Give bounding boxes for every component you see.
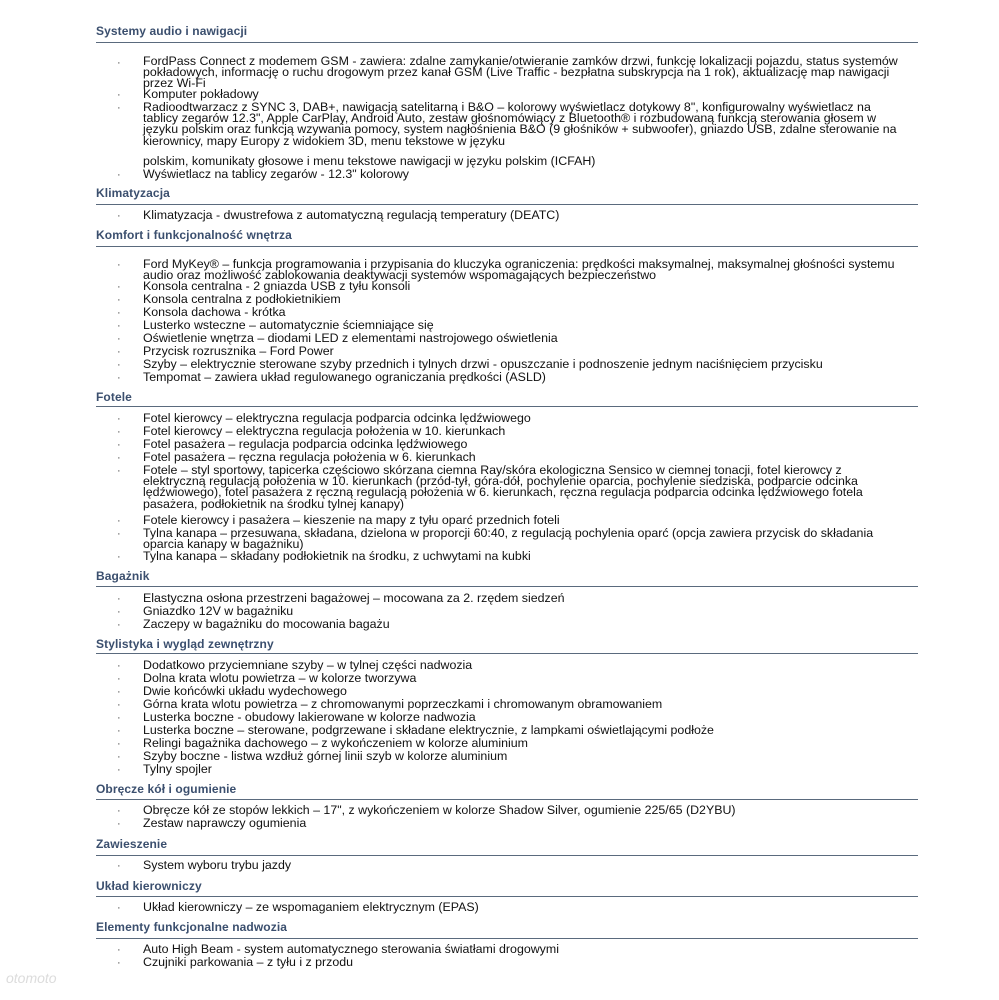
bullet: · bbox=[117, 619, 121, 631]
list-item: Górna krata wlotu powietrza – z chromowanymi poprzeczkami i chromowanym obramowaniem bbox=[143, 697, 663, 711]
section-heading: Zawieszenie bbox=[96, 837, 168, 851]
list-item: Fotele kierowcy i pasażera – kieszenie na mapy z tyłu oparć przednich foteli bbox=[143, 513, 560, 527]
bullet: · bbox=[117, 528, 121, 540]
list-item: Konsola centralna z podłokietnikiem bbox=[143, 292, 341, 306]
section-heading: Komfort i funkcjonalność wnętrza bbox=[96, 228, 292, 242]
list-item: FordPass Connect z modemem GSM - zawiera: zdalne zamykanie/otwieranie zamków drzwi, funkcję lokalizacji pojazdu, status systemów pokładowych, informację o ruchu drogowym przez kanał GSM (Live Traffic - bezpłatna subskrypcja na 1 rok), aktualizację map nawigacji przez Wi-Fi bbox=[143, 54, 898, 91]
list-item: Tylna kanapa – składany podłokietnik na środku, z uchwytami na kubki bbox=[143, 549, 531, 563]
list-item: Fotel pasażera – regulacja podparcia odcinka lędźwiowego bbox=[143, 437, 468, 451]
list-item: Fotel kierowcy – elektryczna regulacja podparcia odcinka lędźwiowego bbox=[143, 411, 531, 425]
list-item: Oświetlenie wnętrza – diodami LED z elementami nastrojowego oświetlenia bbox=[143, 331, 558, 345]
list-item: Auto High Beam - system automatycznego sterowania światłami drogowymi bbox=[143, 942, 559, 956]
bullet: · bbox=[117, 210, 121, 222]
bullet: · bbox=[117, 333, 121, 345]
bullet: · bbox=[117, 294, 121, 306]
list-item: Fotele – styl sportowy, tapicerka częściowo skórzana ciemna Ray/skóra ekologiczna Sensico w ciemnej tonacji, fotel kierowcy z elektryczną regulacją położenia w 10. kierunkach (przód-tył, góra-dół, pochylenie oparcia, pochylenie siedziska, podparcie odcinka lędźwiowego), fotel pasażera z ręczną regulacją położenia w 6. kierunkach, ręczna regulacja podparcia odcinka lędźwiowego fotela pasażera, podłokietnik na środku tylnej kanapy) bbox=[143, 463, 863, 511]
bullet: · bbox=[117, 89, 121, 101]
bullet: · bbox=[117, 944, 121, 956]
section-divider bbox=[96, 653, 918, 654]
bullet: · bbox=[117, 725, 121, 737]
bullet: · bbox=[117, 712, 121, 724]
bullet: · bbox=[117, 686, 121, 698]
list-item: Tylna kanapa – przesuwana, składana, dzielona w proporcji 60:40, z regulacją pochylenia oparć (opcja zawiera przycisk do składania oparcia kanapy w bagażniku) bbox=[143, 526, 874, 552]
bullet: · bbox=[117, 764, 121, 776]
bullet: · bbox=[117, 860, 121, 872]
bullet: · bbox=[117, 452, 121, 464]
section-divider bbox=[96, 799, 918, 800]
section-divider bbox=[96, 42, 918, 43]
section-divider bbox=[96, 586, 918, 587]
bullet: · bbox=[117, 372, 121, 384]
list-item: Konsola dachowa - krótka bbox=[143, 305, 286, 319]
bullet: · bbox=[117, 751, 121, 763]
bullet: · bbox=[117, 957, 121, 969]
list-item: Przycisk rozrusznika – Ford Power bbox=[143, 344, 334, 358]
bullet: · bbox=[117, 738, 121, 750]
bullet: · bbox=[117, 57, 121, 69]
bullet: · bbox=[117, 465, 121, 477]
list-item: Tylny spojler bbox=[143, 762, 212, 776]
list-item: Szyby boczne - listwa wzdłuż górnej linii szyb w kolorze aluminium bbox=[143, 749, 508, 763]
list-item: Dolna krata wlotu powietrza – w kolorze tworzywa bbox=[143, 671, 417, 685]
bullet: · bbox=[117, 439, 121, 451]
list-item: Układ kierowniczy – ze wspomaganiem elektrycznym (EPAS) bbox=[143, 900, 479, 914]
list-item: Lusterko wsteczne – automatycznie ściemniające się bbox=[143, 318, 434, 332]
list-item: Tempomat – zawiera układ regulowanego ograniczania prędkości (ASLD) bbox=[143, 370, 546, 384]
list-item: Klimatyzacja - dwustrefowa z automatyczną regulacją temperatury (DEATC) bbox=[143, 208, 560, 222]
list-item: Wyświetlacz na tablicy zegarów - 12.3" kolorowy bbox=[143, 167, 409, 181]
list-item: Zestaw naprawczy ogumienia bbox=[143, 816, 307, 830]
list-item: Dwie końcówki układu wydechowego bbox=[143, 684, 347, 698]
list-item: Ford MyKey® – funkcja programowania i przypisania do kluczyka ograniczenia: prędkości maksymalnej, maksymalnej głośności systemu audio oraz możliwość zablokowania deaktywacji systemów wspomagających bezpieczeństwo bbox=[143, 257, 895, 283]
section-heading: Systemy audio i nawigacji bbox=[96, 24, 248, 38]
section-heading: Obręcze kół i ogumienie bbox=[96, 782, 237, 796]
bullet: · bbox=[117, 660, 121, 672]
bullet: · bbox=[117, 169, 121, 181]
section-divider bbox=[96, 855, 918, 856]
list-item: Fotel kierowcy – elektryczna regulacja położenia w 10. kierunkach bbox=[143, 424, 506, 438]
list-item: polskim, komunikaty głosowe i menu tekstowe nawigacji w języku polskim (ICFAH) bbox=[143, 154, 596, 168]
list-item: Obręcze kół ze stopów lekkich – 17", z wykończeniem w kolorze Shadow Silver, ogumienie 225/65 (D2YBU) bbox=[143, 803, 736, 817]
list-item: Relingi bagażnika dachowego – z wykończeniem w kolorze aluminium bbox=[143, 736, 528, 750]
bullet: · bbox=[117, 606, 121, 618]
list-item: Konsola centralna - 2 gniazda USB z tyłu konsoli bbox=[143, 279, 411, 293]
bullet: · bbox=[117, 259, 121, 271]
section-heading: Klimatyzacja bbox=[96, 186, 170, 200]
list-item: Gniazdko 12V w bagażniku bbox=[143, 604, 294, 618]
section-divider bbox=[96, 246, 918, 247]
watermark: otomoto bbox=[6, 970, 57, 986]
section-heading: Fotele bbox=[96, 390, 132, 404]
list-item: Dodatkowo przyciemniane szyby – w tylnej części nadwozia bbox=[143, 658, 473, 672]
section-divider bbox=[96, 406, 918, 407]
bullet: · bbox=[117, 593, 121, 605]
list-item: Komputer pokładowy bbox=[143, 87, 259, 101]
bullet: · bbox=[117, 818, 121, 830]
section-heading: Elementy funkcjonalne nadwozia bbox=[96, 920, 288, 934]
bullet: · bbox=[117, 102, 121, 114]
bullet: · bbox=[117, 413, 121, 425]
bullet: · bbox=[117, 281, 121, 293]
bullet: · bbox=[117, 320, 121, 332]
bullet: · bbox=[117, 805, 121, 817]
bullet: · bbox=[117, 346, 121, 358]
section-divider bbox=[96, 896, 918, 897]
bullet: · bbox=[117, 673, 121, 685]
bullet: · bbox=[117, 699, 121, 711]
bullet: · bbox=[117, 902, 121, 914]
list-item: Lusterka boczne - obudowy lakierowane w kolorze nadwozia bbox=[143, 710, 476, 724]
list-item: System wyboru trybu jazdy bbox=[143, 858, 292, 872]
section-divider bbox=[96, 938, 918, 939]
list-item: Szyby – elektrycznie sterowane szyby przednich i tylnych drzwi - opuszczanie i podnoszenie jednym naciśnięciem przycisku bbox=[143, 357, 823, 371]
bullet: · bbox=[117, 359, 121, 371]
section-divider bbox=[96, 204, 918, 205]
list-item: Lusterka boczne – sterowane, podgrzewane i składane elektrycznie, z lampkami oświetlającymi podłoże bbox=[143, 723, 714, 737]
bullet: · bbox=[117, 551, 121, 563]
bullet: · bbox=[117, 426, 121, 438]
bullet: · bbox=[117, 307, 121, 319]
section-heading: Bagażnik bbox=[96, 569, 150, 583]
section-heading: Stylistyka i wygląd zewnętrzny bbox=[96, 637, 274, 651]
list-item: Fotel pasażera – ręczna regulacja położenia w 6. kierunkach bbox=[143, 450, 476, 464]
list-item: Radioodtwarzacz z SYNC 3, DAB+, nawigacją satelitarną i B&O – kolorowy wyświetlacz dotykowy 8", konfigurowalny wyświetlacz na tablicy zegarów 12.3", Apple CarPlay, Android Auto, zestaw głośnomówiący z Bluetooth® i rozbudowaną funkcją sterowania głosem w języku polskim oraz funkcją wzywania pomocy, system nagłośnienia B&O (9 głośników + subwoofer), gniazdo USB, zdalne sterowanie na kierownicy, mapy Europy z widokiem 3D, menu tekstowe w języku bbox=[143, 100, 897, 148]
list-item: Zaczepy w bagażniku do mocowania bagażu bbox=[143, 617, 390, 631]
section-heading: Układ kierowniczy bbox=[96, 879, 202, 893]
list-item: Czujniki parkowania – z tyłu i z przodu bbox=[143, 955, 354, 969]
bullet: · bbox=[117, 515, 121, 527]
list-item: Elastyczna osłona przestrzeni bagażowej – mocowana za 2. rzędem siedzeń bbox=[143, 591, 565, 605]
